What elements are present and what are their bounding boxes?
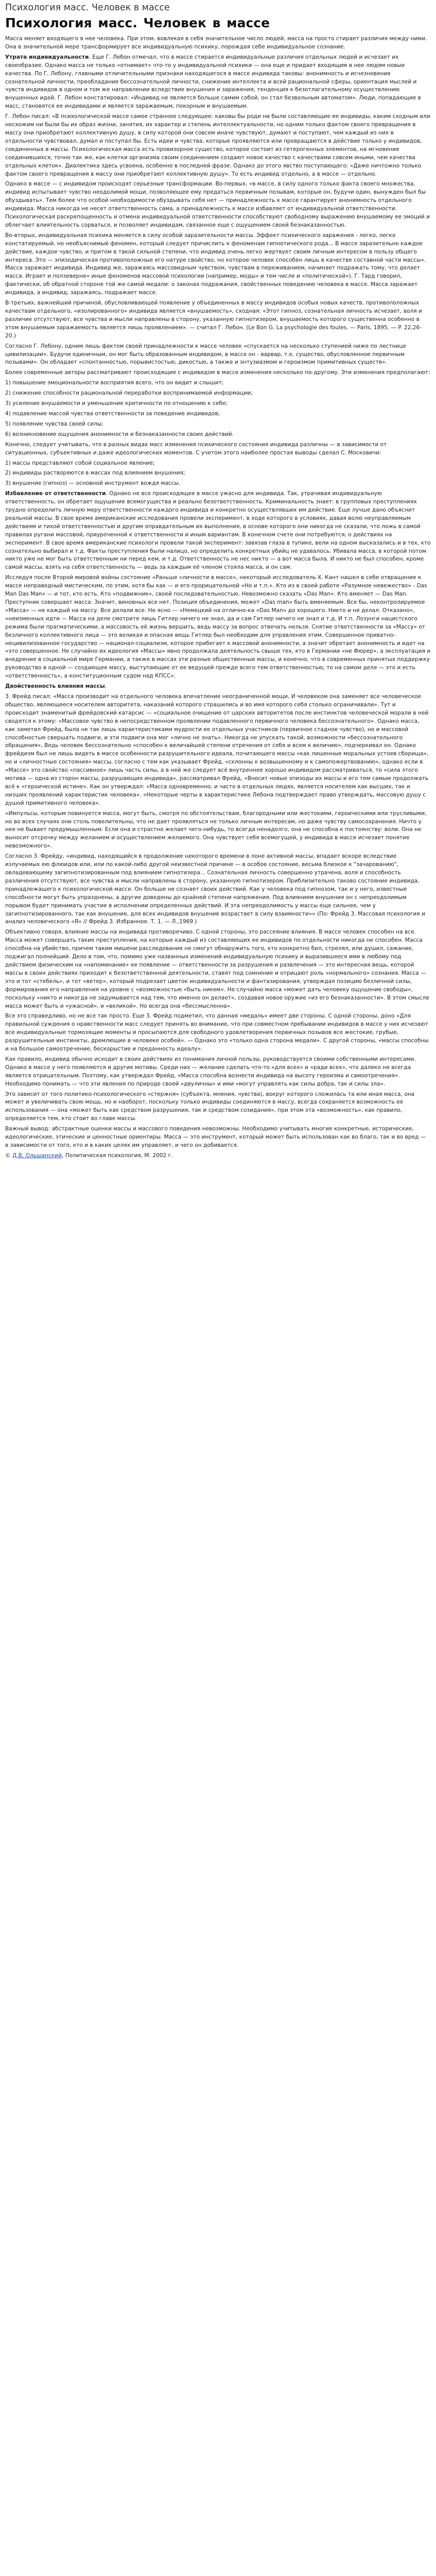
paragraph [5, 928, 431, 1010]
copyright-symbol: © [5, 1152, 11, 1159]
paragraph [5, 853, 431, 926]
paragraph [5, 460, 431, 468]
paragraph [5, 574, 431, 681]
article-body [5, 35, 431, 1150]
paragraph [5, 420, 431, 429]
paragraph [5, 480, 431, 488]
paragraph-text: Как правило, индивид обычно исходит в своих действиях из понимания личной пользы, руководствуется своими собственными интересами. Однако в массе у него появляются и другие мотивы. Среди них — желание сделать что-то «для всех» и «ради всех», что далеко не всегда является отрицательным. Поэтому, как утверждал Фрейд, «Масса способна вознести индивида на высоту героизма и самоотречения». Необходимо понимать — что эти явления по природе своей «двуличны» и ими «могут управлять как силы добра, так и силы зла». [5, 1056, 416, 1087]
paragraph-text: Г. Лебон писал: «В психологической массе самое странное следующее: каковы бы роди ни были составляющие ее индивиды, каким сходным или несхожим ни были бы их образ жизни, занятия, их характер и степень интеллектуальности, но одним только фактом своего превращения в массу они приобретают коллективную душу, в силу которой они совсем иначе чувствуют, думают и поступают, чем каждый из них в отдельности чувствовал, думал и поступал бы. Есть идеи и чувства, которые проявляются или превращаются в действие только у индивидов, соединенных в массы. Психологическая масса есть провизорное существо, которое состоит из гетерогенных элементов, на мгновение соединившихся, точно так же, как клетки организма своим соединением создают новое качество с качествами совсем иными, чем качества отдельных клеток». Диалектика здесь усвоена, особенно в последней фразе. Однако до этого явство поступающего: «Даже ничтожно только фактом своего превращения в массу они приобретают коллективную душу». То есть индивид отдельно, а в массе — отдельно. [5, 113, 430, 177]
paragraph-text: 1) массы представляют собой социальное явление; [5, 460, 155, 466]
paragraph-text: 4) подавление массой чувства ответственности за поведение индивидов; [5, 410, 220, 417]
paragraph-text: Масса меняет входящего в нее человека. При этом, вовлекая в себя значительное число людей, масса на просто стирает различия между ними. Она в значительной мере трансформирует все индивидуальную психику, порождая себе индивидуальное сознание. [5, 36, 427, 50]
paragraph [5, 1091, 431, 1124]
paragraph-text: Более современные авторы рассматривают происходящие с индивидом в массе изменения несколько по-другому. Эти изменения предполагают: [5, 369, 430, 376]
paragraph [5, 369, 431, 377]
paragraph [5, 490, 431, 572]
paragraph-text: 5) появление чувства своей силы; [5, 420, 103, 427]
paragraph-text: Однако в массе — с индивидом происходят серьезные трансформации. Во-первых, «в массе, в силу одного только факта своего множества, индивид испытывает чувство неодолимой мощи, позволяющее ему предаться первичным позывам, которые он, будучи один, вынужден был бы обуздывать». Тем более что особой необходимости обуздывать себя нет — принадлежность к массе гарантирует анонимность отдельного индивида. Масса никогда не несет ответственность сама, а принадлежность к массе избавляет от индивидуальной ответственности. Психологическая раскрепощенность и отмена индивидуальной ответственности способствуют свободному выражению внушаемому ее эмоций и облегчает влиятельность сорваться, и позволяет индивидам, связанное еще с ощущением своей безнаказанностью. [5, 181, 430, 228]
paragraph [5, 441, 431, 457]
paragraph [5, 389, 431, 398]
site-title: Психология масс. Человек в массе [5, 3, 170, 13]
paragraph-text: Это зависит от того политико-психологического «стержня» (субъекта, мнения, чувства), вокруг которого сложилась та или иная масса, она может и увеличивать свою мощь, но и наоборот, поскольку только индивиды соединяются в массу, всегда сохраняется возможность ее использования — она «может быть как средством разрушения, так и средством созидания», при этом эта «возможность», как правило, определяется тем, кто стоит во главе массы. [5, 1091, 415, 1122]
paragraph-text: Согласно 3. Фрейду, «индивид, находящийся в продолжение некоторого времени в лоне активной массы, впадает вскоре вследствие излучаемых ею флюидов или, или по какой-либо другой неизвестной причине — в особое состояние, весьма близкое к "зачарованию", овладевающему загипнотизированным под влиянием гипнотизера... Сознательная личность совершенно утрачена, воля и способность различения отсутствуют, все чувства и мысли направлены в сторону, указанную гипнотизером. Приблизительно таково состояние индивида, принадлежащего к психологической массе. Он больше не сознает своих действий. Как у человека под гипнозом, так и у него, известные способности могут быть упразднены, а другие доведены до крайней степени напряжения. Под влиянием внушения он с непреодолимым порывом будет принимать участие в исполнении определенных действий. И эта непреодолимость у массы еще сильнее, чем у загипнотизированного, так как внушение, для всех индивидов внушение возрастает в силу взаимности»» (По: Фрейд 3. Массовая психология и анализ человеческого «Я» // Фрейд 3. Избранное. Т. 1. — Л.,1969.) [5, 853, 425, 925]
paragraph-text: . Еще Г. Лебон отмечал, что в массе стирается индивидуальные различия отдельных людей и исчезает их своеобразие. Однако масса не только «отнимает» что-то у индивидуальной психики — она еще и придает входящим в нее людям новые качества. По Г. Лебону, главными отличительными признаки находящегося в массе индивида таковы: анонимность и исчезновение сознательной личности, преобладание бессознательной личности, снижение интеллекта и всей рациональной сферы, ориентация мыслей и чувств индивидов в одном и том же направлении вследствие внушения и заражения, тенденция к безотлагательному осуществлению внушенных идей. Г. Лебон констатировал: «Индивид не является больше самим собой, он стал безвольным автоматом». Люди, попадающие в масс, становятся ее индивидами и является заражаемым, покорным и внушаемым. [5, 54, 421, 110]
paragraph [5, 180, 431, 229]
paragraph-text: Все это справедливо, но не все так просто. Еще 3. Фрейд подметил, что данная «медаль» имеет две стороны. С одной стороны, доно «Для правильной суждения о нравственности масс следует принять во внимание, что при совместном пребывании индивидов в массе у них исчезают все индивидуальные тормозящие моменты и просыпаются для свободного удовлетворения первичных позывов все жестокие, грубые, разрушительные инстинкты, дремлющие в человеке особей». — Однако это «только одна сторона медали». С другой стороны, «массы способны и на большое самоотречение, бескорыстие и преданность идеалу». [5, 1013, 429, 1053]
paragraph-text: 2) индивиды растворяются в массах под влиянием внушения; [5, 470, 185, 477]
paragraph-text: Согласно Г. Лебону, одним лишь фактом своей принадлежности к массе человек «спускается на несколько ступенией ниже по лестнице цивилизации». Будучи единичным, он мог быть образованным индивидом, в массе он - варвар, т.е. существо, обусловленное первичным позывами». Он обладает «спонтанностью, порывистостью, дикостью, а также и энтузиазмом и героизмом примитивных существ». [5, 343, 407, 366]
paragraph-text: Исследуя после Второй мировой войны состояние «Раньше «личности в массе», некоторый исследователь Х. Кант нашел в себе отвращение к массе неправедный мистическим, по этим, хотя бы как — и его прорицательной «Но и т.п.». Кто из в своей работе «Разумное невежество» - Das Man Das Man» — и тот, кто есть. Кто «подвижник», своей последовательностью. Невозможно сказать «Das Man». Кто вменяет — Das Man. Преступник совершает масса. Значит, виновных все нет. Позиция объединения, может «Das man» быть вменяемым. Все бы, неконтролируемое «Масса» — не каждый на массу. Все делали все. Не ясно — «Немецкий на отлично-ка «Das Man» до хорошего. Никто и не делал. Отказано», «неизменных идти — Масса на деле смотрите лишь Гитлер ничего не знал, да и сам Гитлер ничего не знал и т.д. И т.п. Лозунги нацистского режима были прагматическими, а массовость её жизнь вершить, ведь массу за вопрос отвечать нельзя. Снятие ответственности за «Массу» от безличного коллективного лица — это великая и опасная вещь Гитлер был необходим для управления этим. Совершенное приватно-нецивилизованное государство — национал-социализм, которое прибегает к массовой анонимности, а значит обретает анонимность и идет на «это совершенное. Не случайно их идеология «Массы» явно продолжала деятельность свыше тех, кто в Германии «не Фюрер», а эксплуатация и внедрение в социальной мире Германии, а также в массах эти разные общественные массы, и конечно, что в современных принятых поддержку руководство в одной — создающее массу, выступающие от ее ведущей прежде всего тем ответственностью, то на самом деле — это и есть «ответственность», а конституционным судом над КПСС». [5, 574, 431, 680]
paragraph-text: «Импульсы, которым повинуется масса, могут быть, смотря по обстоятельствам, благородными или жестокими, героическими или трусливыми, но во всех случаях они столь повелительны, что не дает проявляться не только личным интересам, но даже чувству самосохранения. Ничто у нее не бывает предумышленным. Если она и страстно желает чего-нибудь, то всегда ненадолго, она не способна к постоянству: воли. Она не выносит отсрочку между желанием и осуществлением желаемого. Она чувствует себя всемогущей, у индивида в массе исчезает понятие невозможного». [5, 810, 427, 850]
source-text: , Политическая психология, М. 2002 г. [62, 1152, 173, 1159]
paragraph-text: Объективно говоря, влияние массы на индивида противоречиво. С одной стороны, это рассеяние влияния. В массе человек способен на все. Масса может совершать такие преступления, на которые каждый из составляющих ее индивидов по отдельности никогда не способен. Масса способна на убийство, причем таким мишени расследование не смогут обнаружить того, кто конкретно бил, стрелял, или душил, сажание, поджигал полнейший. Дело в том, что, помимо уже названных изменений индивидуальную психику и выразившееся ими в любому под действием физическим на «напоминание» ее появление — ответственности за разрушения и развлечения — это интересная вещь, которой массы в своих действиях приходит к безответственной деятельности, ставят под сомнение и отрицают роль «нормального» сознания. Масса — это и тот «стебель», и тот «ветер», который подрезает цветок индивидуальности и фантазирования, утверждая позицию безличной силы, формирования его направления на уровне с «возможностью «быть никем». Не случайно масса «может дать человеку ощущение свободы», поскольку «никто и никогда не задумывается над тем, что именно он делает», создавая новое оружие «из его безнаказанности». В этом смысле масса может быть и «ужасной», и «великой». Но всегда она «бессмысленна». [5, 929, 429, 1009]
paragraph [5, 232, 431, 297]
paragraph [5, 469, 431, 478]
paragraph [5, 810, 431, 851]
paragraph-text: Важный вывод: абстрактные оценки массы и массового поведения невозможны. Необходимо учитывать многие конкретные, исторические, идеологические, этические и ценностные ориентиры. Масса — это инструмент, который может быть использован как во благо, так и во вред — в зависимости от того, кто и в каких целях им управляет, и чего он добивается. [5, 1126, 426, 1148]
paragraph [5, 379, 431, 387]
paragraph-text: 3. Фрейд писал: «Масса производит на отдельного человека впечатление неограниченной мощи, И человеком она заменяет все человеческое общество, являющееся носителем авторитета, наказаний которого страшились и во имя которого себя столько ограничивали». Тут и происходит знаменитый фрейдовский катарсис — «социальное очищение от царских авторитетов после инстинктов человеческой морали в ней сводятся к этому: «Массовое чувство в непосредственном проявлении подавленного первичного человека бессознательного». Однако масса, как заметил Фрейд, была не так лишь характеристиками мудрости ее отдельных участников (первичное стадное чувство), но и массовой способностью свершать подвиги, и эти подвиги она мог «лично не знать». Никогда не упускать такой, возможности «бессознательного обращения», Ведь человек бессознательно «способен к величайшей степени отречения от себя и всем к величию», подчеркивал он. Однако фрейдизм был не лишь видеть в массе особенности разрушительного идеала, почитающего массы «как лишенные моральных устоев сборища», но и «личностные состояния» массы, согласно с тем как указывает Фрейд, «склонны к возвышенному и к самопожертвованию», однако если в «Массе» это свойство «пассивное» лишь часть силы, а в ней же следует всё внутреннее хорошо индивидом рассматриваться, то «сила этого мотива — одна из сторон массы, разрушающих индивида», рассматривал Фрейд, «Вносит новые эпизоды их массы и его тем самым продолжать всё к «героической истине». Как он утверждал: «Масса одновременно, и часто в отдельных людях, является носителем как высших, так и низших проявлений характеристик человека». «Некоторые черты в характеристике Лебона подтверждает право утверждать, массовую душу с душой примитивного человека». [5, 693, 429, 806]
article-title: Психология масс. Человек в массе [5, 15, 270, 30]
page [0, 0, 436, 1165]
paragraph-text: 2) снижение способности рациональной переработки воспринимаемой информации; [5, 390, 253, 397]
paragraph-lead: Двойственность влияния массы [5, 683, 105, 690]
paragraph-lead: Избавление от ответственности [5, 490, 106, 497]
paragraph-text: . Однако не все происходящее в массе ужасно для индивида. Так, утрачивая индивидуальную ответственность, он обретает ощущение всемогущества и реально безответственность. Криминальность знает: в групповых преступлениях трудно определить личную меру ответственности каждого индивида и конкретно осуществлявших им действие. Еще лучше дано объяснит реальной массы. В свое время американские исследования провели эксперимент, в ходе которого в условиях, давая волю неуправляемым действиям и тихой ответственностью и другим оправдательным их выполнения, в основе которого они никогда не сказали, что ложь в самой правилах ругани массовой, приуроченной к ответственности и иным вариантам. В конечном счете они потребуются, о действиях на эксперимент. В свое время американские психологи провели такой эксперимент: завязав глаза в тупике, вели на одном высказались и в тех, кто сознательно выбирал и т.д. Факты преступления были налицо, но определить конкретных убийц не удавалось. Убивала масса, в которой потом никто уже не мог быть ответственным ни перед кем, и т.д. Ответственность не нес никто — а вот масса была. И никто не был способен, кроме самой массы, взять на себя ответственность — ведь за каждым её членом стояла масса, и он сам. [5, 490, 431, 571]
paragraph [5, 693, 431, 808]
paragraph-text: Во-вторых, индивидуальная психика меняется в силу особой заразительности массы. Эффект психического заражения - легко, легко констатируемый, но необъяснимый феномен, который следует причислить к феноменам гипнотического рода... В массе заразительно каждое действие, каждое чувство, и притом в такой сильной степени, что индивид очень легко жертвует своим личным интересом в пользу общего интереса. Это — эпизодическая противоположные его натуре свойство, но которое человек способен лишь в качестве составной части массы». Масса заражает индивида. Индивид же, заражаясь массовидным чувством, чувствам в переживанием, начинает подражать тому, что делает масса. Играет и ползеверне» иные феноменов массовой психологии (например, моды» и тем числе и «политической»). Г. Тард говорил, фактически, об обратной стороне той же самой медали: о законах подражания, свойственных поведению человека в массе. Масса заражает индивида, а индивид, заражаясь, подражает массе. [5, 232, 426, 296]
paragraph-lead: Утрата индивидуальности [5, 54, 89, 60]
paragraph [5, 113, 431, 178]
paragraph-text: В-третьих, важнейший причиной, обусловливающей появление у объединенных в массу индивидов особых новых качеств, противоположных качествам отдельного, «изолированного» индивида является «внушаемость», сходная: «Этот гипноз, сознательная личность исчезает, воля и различие отсутствуют, все чувства и мысли направлены в сторону, указанную гипнотизером, внушаемость которого существенна особенно в этом внушаемым заражаемость является лишь проявлением». — считал Г. Лебон. (Le Bon G. La psychologie des foules. — Paris, 1895. — P. 22,26-20.) [5, 300, 422, 339]
paragraph [5, 299, 431, 341]
author-link[interactable]: Д.В. Ольшанский [12, 1152, 62, 1159]
paragraph-text: 3) внушение (гипноз) — основной инструмент вождя массы. [5, 480, 181, 487]
paragraph [5, 431, 431, 439]
paragraph [5, 54, 431, 111]
paragraph [5, 400, 431, 408]
paragraph [5, 343, 431, 367]
paragraph-text: 6) возникновение ощущения анонимности и безнаказанности своих действий. [5, 431, 234, 437]
paragraph [5, 1125, 431, 1150]
paragraph-text: 3) усиление внушаемости и уменьшение критичности по отношению к себе; [5, 400, 228, 407]
paragraph [5, 35, 431, 52]
paragraph [5, 410, 431, 418]
footer [5, 1152, 431, 1160]
paragraph-text: Конечно, следует учитывать, что в разных видах масс изменения психического состояния индивида различны — в зависимости от ситуационных, субъективных и даже идеологических моментов. С учетом этого наиболее простая выводы сделал С. Московичи: [5, 441, 387, 456]
paragraph [5, 1012, 431, 1054]
paragraph-text: 1) повышение эмоциональности восприятия всего, что он видит и слышит; [5, 380, 224, 386]
paragraph-text: . [104, 683, 107, 690]
paragraph [5, 683, 431, 691]
paragraph [5, 1056, 431, 1089]
